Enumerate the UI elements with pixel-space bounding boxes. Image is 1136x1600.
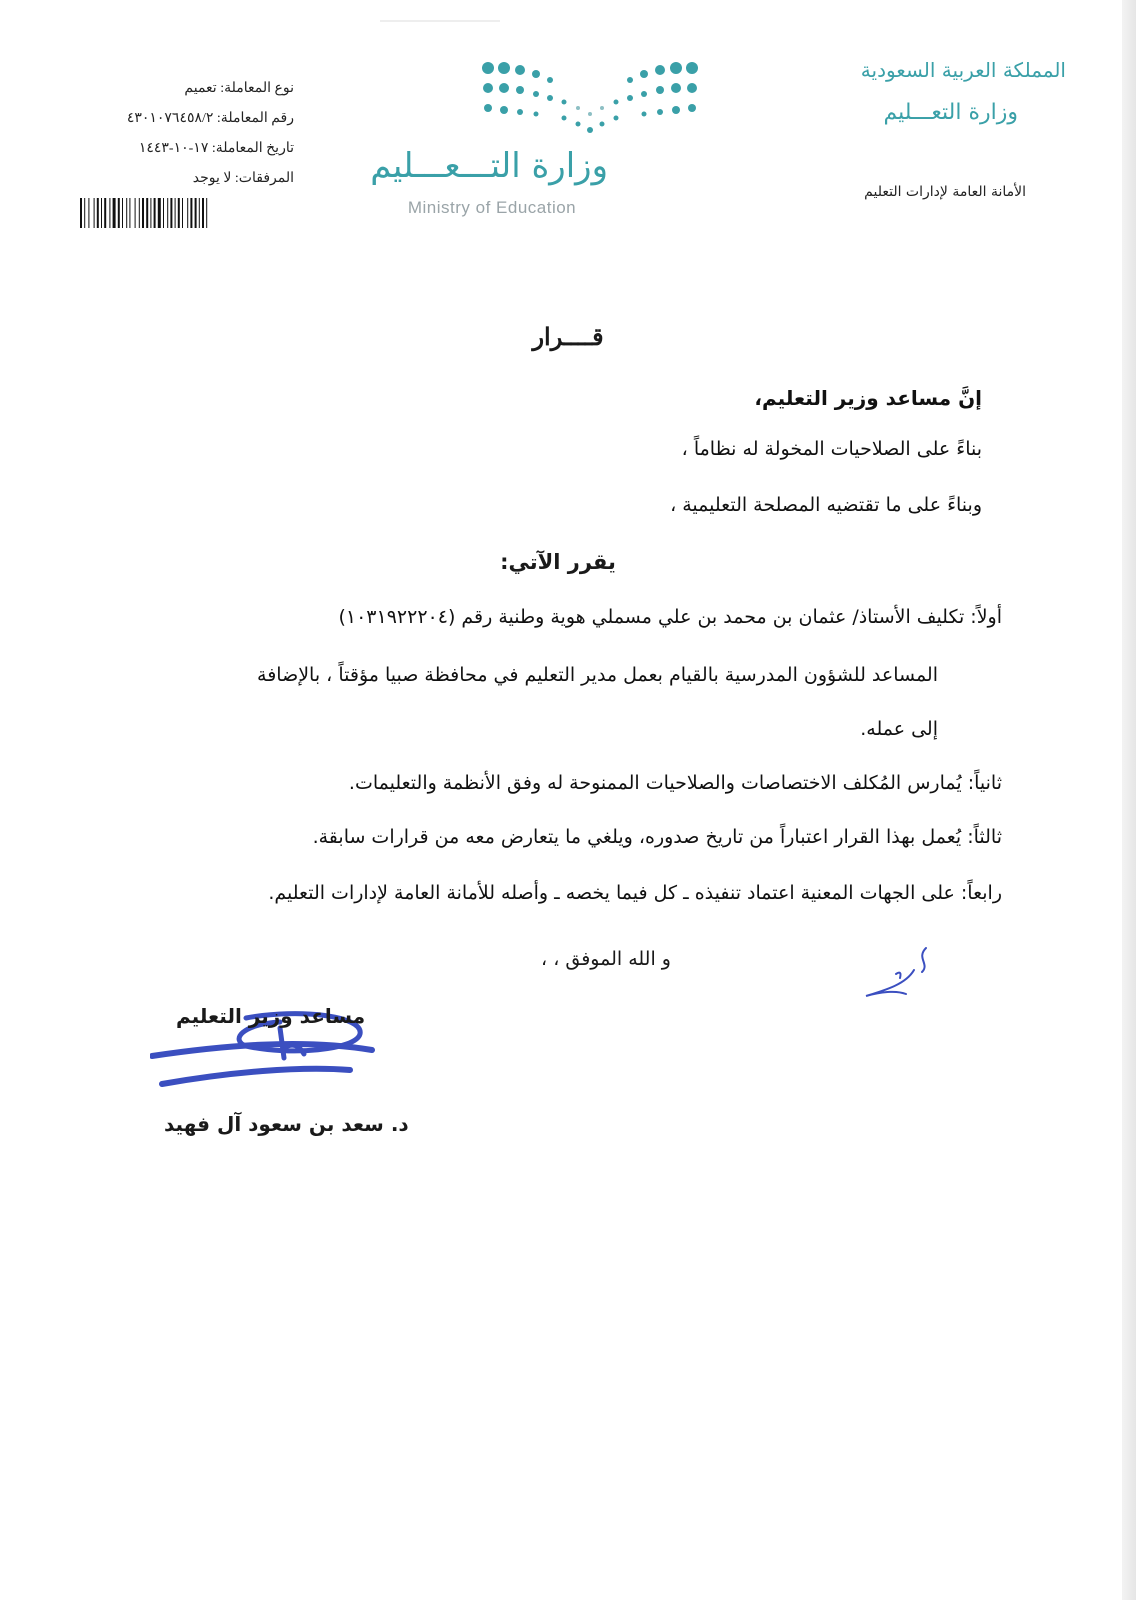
clause-first-line-1: أولاً: تكليف الأستاذ/ عثمان بن محمد بن علي مسملي هوية وطنية رقم (١٠٣١٩٢٢٢٠٤) (338, 606, 1002, 628)
transaction-info (127, 74, 294, 194)
handwritten-initials (856, 944, 946, 1014)
clause-fourth: رابعاً: على الجهات المعنية اعتماد تنفيذه ـ كل فيما يخصه ـ وأصله للأمانة العامة لإدارات التعليم. (268, 882, 1002, 904)
scan-smudge (380, 20, 500, 22)
closing-phrase: و الله الموفق ، ، (541, 948, 671, 970)
signatory-title: مساعد وزير التعليم (176, 1004, 366, 1028)
transaction-date: تاريخ المعاملة: ١٧-١٠-١٤٤٣ (138, 141, 294, 156)
barcode (80, 198, 244, 228)
basis-line-1: بناءً على الصلاحيات المخولة له نظاماً ، (681, 438, 982, 460)
opening-line: إنَّ مساعد وزير التعليم، (754, 386, 982, 410)
ministry-logo-dots (480, 58, 710, 138)
ministry-name-small: وزارة التعـــليم (883, 100, 1018, 125)
clause-second: ثانياً: يُمارس المُكلف الاختصاصات والصلاحيات الممنوحة له وفق الأنظمة والتعليمات. (348, 772, 1002, 794)
ministry-logo-arabic: وزارة التـــعـــليم (370, 146, 608, 186)
kingdom-name: المملكة العربية السعودية (860, 58, 1066, 82)
basis-line-2: وبناءً على ما تقتضيه المصلحة التعليمية ، (670, 494, 982, 516)
clause-first-line-3: إلى عمله. (860, 718, 938, 740)
ministry-logo-english: Ministry of Education (407, 198, 577, 217)
clause-third: ثالثاً: يُعمل بهذا القرار اعتباراً من تاريخ صدوره، ويلغي ما يتعارض معه من قرارات سابقة. (312, 826, 1002, 848)
transaction-number: رقم المعاملة: ٤٣٠١٠٧٦٤٥٨/٢ (126, 111, 294, 126)
page-edge-shadow (1122, 0, 1136, 1600)
signatory-name: د. سعد بن سعود آل فهيد (164, 1112, 409, 1136)
general-secretariat: الأمانة العامة لإدارات التعليم (864, 184, 1026, 200)
clause-first-line-2: المساعد للشؤون المدرسية بالقيام بعمل مدير التعليم في محافظة صبيا مؤقتاً ، بالإضافة (257, 664, 938, 686)
transaction-type: نوع المعاملة: تعميم (184, 81, 294, 96)
decides-heading: يقرر الآتي: (500, 550, 616, 574)
decision-title: قــــرار (532, 322, 604, 351)
transaction-attachments: المرفقات: لا يوجد (192, 171, 294, 186)
